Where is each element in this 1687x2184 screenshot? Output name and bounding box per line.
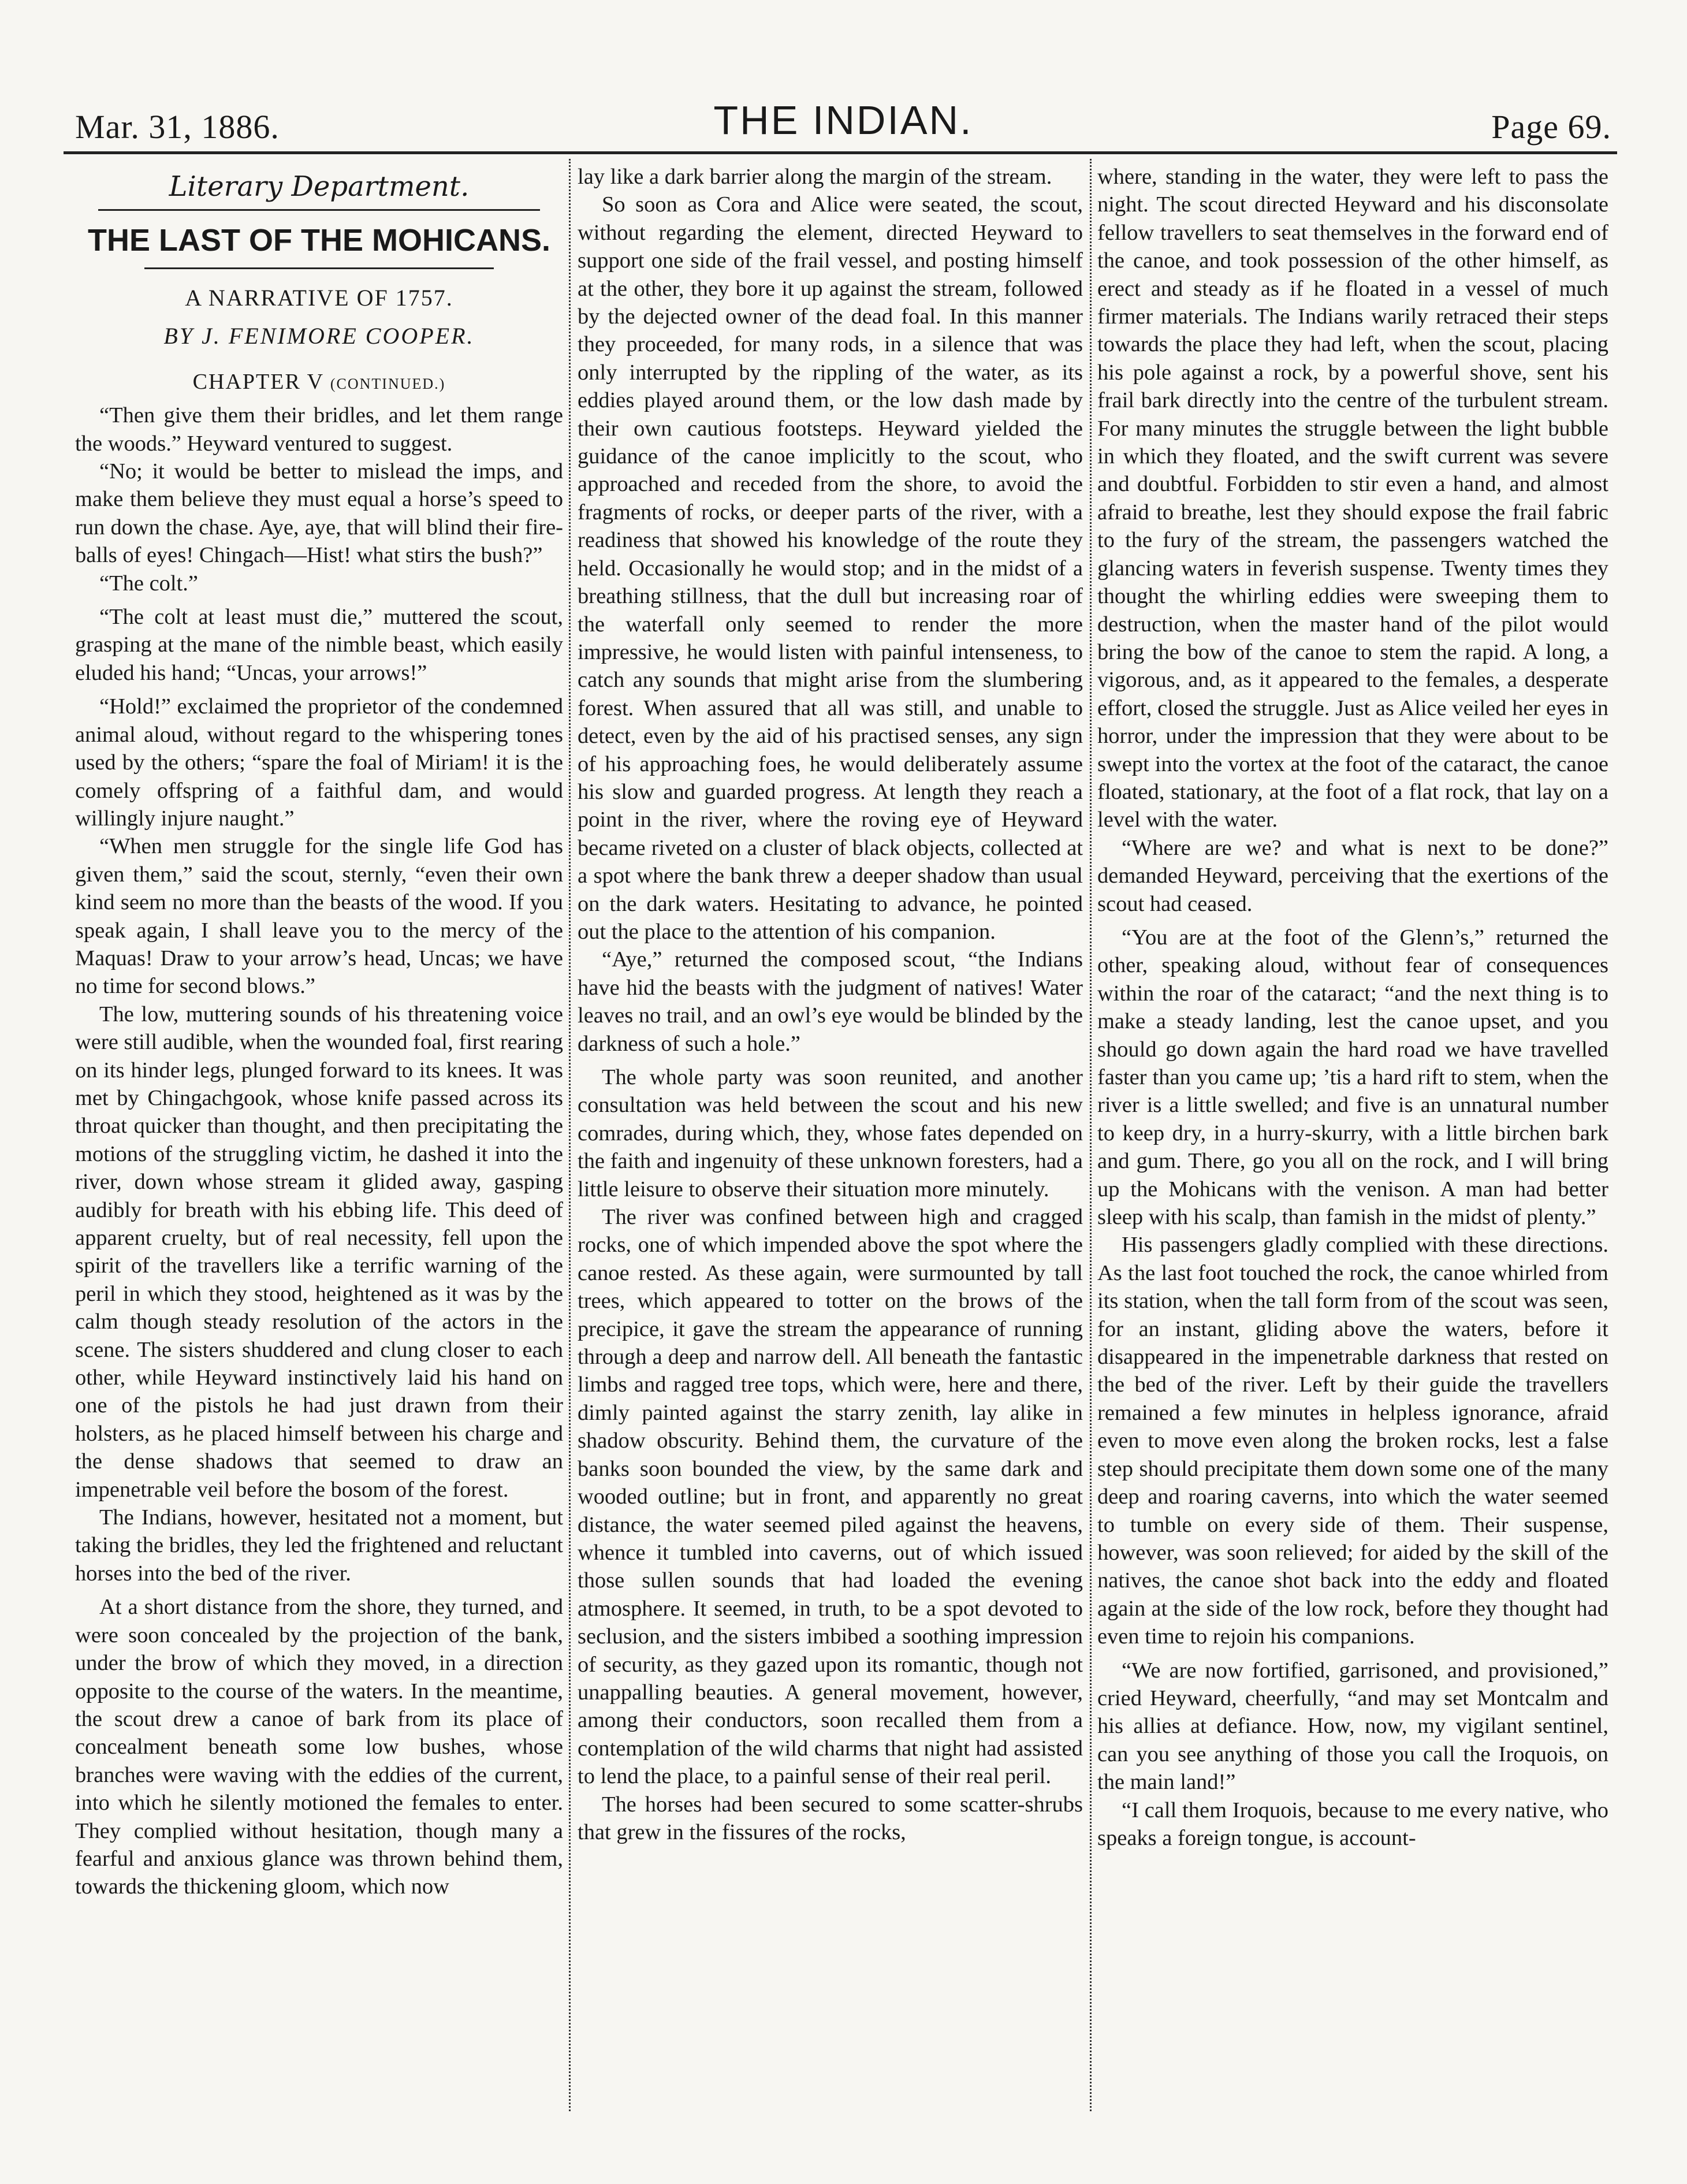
issue-date: Mar. 31, 1886. bbox=[75, 108, 280, 146]
paragraph: The horses had been secured to some scatter-shrubs that grew in the fissures of the rocks, bbox=[578, 1792, 1083, 1844]
paragraph: “Aye,” returned the composed scout, “the Indians have hid the beasts with the judgment of natives! Water leaves no trail, and an owl’s eye would be blinded by the darkness of such a hole.” bbox=[578, 947, 1083, 1056]
masthead-rule bbox=[64, 151, 1617, 154]
column-2 bbox=[578, 163, 1083, 2115]
paragraph: “Hold!” exclaimed the proprietor of the condemned animal aloud, without regard to the whispering tones used by the others; “spare the foal of Miriam! it is the comely offspring of a faithful dam, and would willingly injure naught.” bbox=[75, 694, 563, 831]
story-title: THE LAST OF THE MOHICANS. bbox=[88, 223, 550, 258]
newspaper-title: THE INDIAN. bbox=[713, 98, 973, 143]
paragraph: His passengers gladly complied with these directions. As the last foot touched the rock, the canoe whirled from its station, when the tall form from of the scout was seen, for an instant, gliding above the waters, before it disappeared in the impenetrable darkness that rested on the bed of the river. Left by their guide the travellers remained a few minutes in helpless ignorance, afraid even to move even along the broken rocks, lest a false step should precipitate them down some one of the many deep and roaring caverns, into which the water seemed to tumble on every side of them. Their suspense, however, was soon relieved; for aided by the skill of the natives, the canoe shot back into the eddy and floated again at the side of the low rock, before they thought had even time to rejoin his companions. bbox=[1097, 1233, 1608, 1649]
paragraph: “We are now fortified, garrisoned, and provisioned,” cried Heyward, cheerfully, “and may set Montcalm and his allies at defiance. How, now, my vigilant sentinel, can you see anything of those you call the Iroquois, on the main land!” bbox=[1097, 1658, 1608, 1795]
paragraph: where, standing in the water, they were left to pass the night. The scout directed Heyward and his disconsolate fellow travellers to seat themselves in the forward end of the canoe, and took possession of the other himself, as erect and steady as if he floated in a vessel of much firmer materials. The Indians warily retraced their steps towards the place they had left, when the scout, placing his pole against a rock, by a powerful shove, sent his frail bark directly into the centre of the turbulent stream. For many minutes the struggle between the light bubble in which they floated, and the swift current was severe and doubtful. Forbidden to stir even a hand, and almost afraid to breathe, lest they should expose the frail fabric to the fury of the stream, the passengers watched the glancing waters in feverish suspense. Twenty times they thought the whirling eddies were sweeping them to destruction, when the master hand of the pilot would bring the bow of the canoe to stem the rapid. A long, a vigorous, and, as it appeared to the females, a desperate effort, closed the struggle. Just as Alice veiled her eyes in horror, under the impression that they were about to be swept into the vortex at the foot of the cataract, the canoe floated, stationary, at the foot of a flat rock, that lay on a level with the water. bbox=[1097, 165, 1608, 832]
page-number: Page 69. bbox=[1491, 108, 1611, 146]
paragraph: lay like a dark barrier along the margin of the stream. bbox=[578, 165, 1052, 189]
column-1 bbox=[75, 163, 563, 2115]
paragraph: “The colt at least must die,” muttered the scout, grasping at the mane of the nimble beast, which easily eluded his hand; “Uncas, your arrows!” bbox=[75, 605, 563, 685]
paragraph: The whole party was soon reunited, and another consultation was held between the scout and his new comrades, during which, they, whose fates depended on the faith and ingenuity of these unknown foresters, had a little leisure to observe their situation more minutely. bbox=[578, 1065, 1083, 1201]
paragraph: The river was confined between high and cragged rocks, one of which impended above the spot where the canoe rested. As these again, were surmounted by tall trees, which appeared to totter on the brows of the precipice, it gave the stream the appearance of running through a deep and narrow dell. All beneath the fantastic limbs and ragged tree tops, which were, here and there, dimly painted against the starry zenith, lay alike in shadow obscurity. Behind them, the curvature of the banks soon bounded the view, by the same dark and wooded outline; but in front, and apparently no great distance, the water seemed piled against the heavens, whence it tumbled into caverns, out of which issued those sullen sounds that had loaded the evening atmosphere. It seemed, in truth, to be a spot devoted to seclusion, and the sisters imbibed a soothing impression of security, as they gazed upon its romantic, though not unappalling beauties. A general movement, however, among their conductors, soon recalled them from a contemplation of the wild charms that night had assisted to lend the place, to a painful sense of their real peril. bbox=[578, 1205, 1083, 1789]
story-byline: BY J. FENIMORE COOPER. bbox=[163, 323, 475, 349]
column-divider bbox=[1090, 159, 1092, 2111]
paragraph: The low, muttering sounds of his threatening voice were still audible, when the wounded foal, first rearing on its hinder legs, plunged forward to its knees. It was met by Chingachgook, whose knife passed across its throat quicker than thought, and then precipitating the motions of the struggling victim, he dashed it into the river, down whose stream it glided away, gasping audibly for breath with his ebbing life. This deed of apparent cruelty, but of real necessity, fell upon the spirit of the travellers like a terrific warning of the peril in which they stood, heightened as it was by the calm though steady resolution of the actors in the scene. The sisters shuddered and clung closer to each other, while Heyward instinctively laid his hand on one of the pistols he had just drawn from their holsters, as he placed himself between his charge and the dense shadows that seemed to draw an impenetrable veil before the bosom of the forest. bbox=[75, 1002, 563, 1502]
paragraph: “I call them Iroquois, because to me every native, who speaks a foreign tongue, is account- bbox=[1097, 1798, 1608, 1850]
column-divider bbox=[569, 159, 571, 2111]
paragraph: “Where are we? and what is next to be done?” demanded Heyward, perceiving that the exertions of the scout had ceased. bbox=[1097, 835, 1608, 916]
chapter-heading bbox=[75, 368, 563, 398]
paragraph: “You are at the foot of the Glenn’s,” returned the other, speaking aloud, without fear of consequences within the roar of the cataract; “and the next thing is to make a steady landing, lest the canoe upset, and you should go down again the hard road we have travelled faster than you came up; ’tis a hard rift to stem, when the river is a little swelled; and five is an unnatural number to keep dry, in a hurry-skurry, with a little birchen bark and gum. There, go you all on the rock, and I will bring up the Mohicans with the venison. A man had better sleep with his scalp, than famish in the midst of plenty.” bbox=[1097, 925, 1608, 1230]
paragraph: “Then give them their bridles, and let them range the woods.” Heyward ventured to suggest. bbox=[75, 403, 563, 456]
chapter-note: (CONTINUED.) bbox=[330, 375, 446, 392]
title-rule bbox=[144, 267, 494, 269]
heading-rule bbox=[98, 209, 540, 211]
paragraph: “When men struggle for the single life God has given them,” said the scout, sternly, “even their own kind seem no more than the beasts of the wood. If you speak again, I shall leave you to the mercy of the Maquas! Draw to your arrow’s head, Uncas; we have no time for second blows.” bbox=[75, 834, 563, 999]
department-heading: Literary Department. bbox=[169, 170, 470, 203]
story-subtitle: A NARRATIVE OF 1757. bbox=[185, 285, 453, 311]
paragraph: The Indians, however, hesitated not a moment, but taking the bridles, they led the frightened and reluctant horses into the bed of the river. bbox=[75, 1505, 563, 1586]
paragraph: “No; it would be better to mislead the imps, and make them believe they must equal a horse’s speed to run down the chase. Aye, aye, that will blind their fire-balls of eyes! Chingach—Hist! what stirs the bush?” bbox=[75, 459, 563, 568]
chapter-number: CHAPTER V bbox=[192, 369, 324, 394]
column-3 bbox=[1097, 163, 1608, 2115]
paragraph: “The colt.” bbox=[99, 571, 199, 596]
masthead bbox=[75, 97, 1611, 155]
paragraph: So soon as Cora and Alice were seated, the scout, without regarding the element, directed Heyward to support one side of the frail vessel, and posting himself at the other, they bore it up against the stream, followed by the dejected owner of the dead foal. In this manner they proceeded, for many rods, in a silence that was only interrupted by the rippling of the water, as its eddies played around them, or the low dash made by their own cautious footsteps. Heyward yielded the guidance of the canoe implicitly to the scout, who approached and receded from the shore, to avoid the fragments of rocks, or deeper parts of the river, with a readiness that showed his knowledge of the route they held. Occasionally he would stop; and in the midst of a breathing stillness, that the dull but increasing roar of the waterfall only seemed to render the more impressive, he would listen with painful intenseness, to catch any sounds that might arise from the slumbering forest. When assured that all was still, and unable to detect, even by the aid of his practised senses, any sign of his approaching foes, he would deliberately assume his slow and guarded progress. At length they reach a point in the river, where the roving eye of Heyward became riveted on a cluster of black objects, collected at a spot where the bank threw a deeper shadow than usual on the dark waters. Hesitating to advance, he pointed out the place to the attention of his companion. bbox=[578, 192, 1083, 944]
paragraph: At a short distance from the shore, they turned, and were soon concealed by the projection of the bank, under the brow of which they moved, in a direction opposite to the course of the waters. In the meantime, the scout drew a canoe of bark from its place of concealment beneath some low bushes, whose branches were waving with the eddies of the current, into which he silently motioned the females to enter. They complied without hesitation, though many a fearful and anxious glance was thrown behind them, towards the thickening gloom, which now bbox=[75, 1595, 563, 1899]
